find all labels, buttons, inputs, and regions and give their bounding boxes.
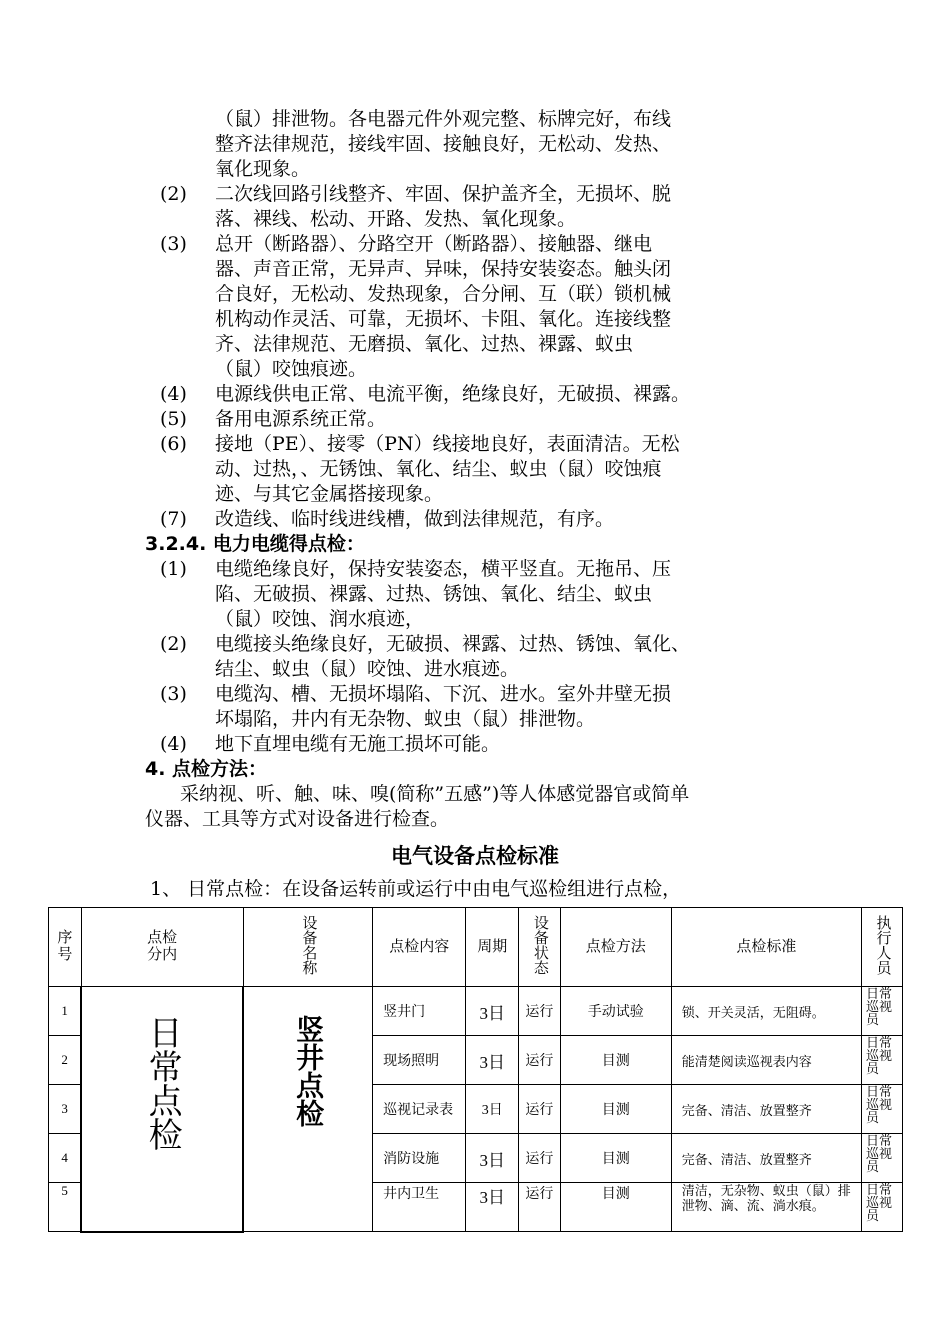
list-item-number: (5) xyxy=(160,408,187,430)
list-item-text: 合良好，无松动、发热现象，合分闸、互（联）锁机械 xyxy=(215,283,672,305)
list-item-text: 改造线、临时线进线槽，做到法律规范，有序。 xyxy=(215,508,615,530)
cell-executor: 日常巡视员 xyxy=(861,987,902,1036)
column-header-label: 序号 xyxy=(57,930,73,963)
table-row xyxy=(49,987,903,1036)
cell-executor: 日常巡视员 xyxy=(861,1134,902,1183)
list-item-number: (6) xyxy=(160,433,187,455)
column-header-label: 执行人员 xyxy=(874,914,891,975)
list-item-text: 电源线供电正常、电流平衡，绝缘良好，无破损、裸露。 xyxy=(215,383,691,405)
column-header-label: 点检内容 xyxy=(389,938,450,955)
column-header-label: 周期 xyxy=(477,938,508,955)
list-item-text: 电缆接头绝缘良好，无破损、裸露、过热、锈蚀、氧化、 xyxy=(215,633,691,655)
list-item-text: 迹、与其它金属搭接现象。 xyxy=(215,483,444,505)
list-item-text: 总开（断路器）、分路空开（断路器）、接触器、继电 xyxy=(215,233,653,255)
device-label: 竖井点检 xyxy=(292,1015,326,1127)
cell-standard: 清洁，无杂物、蚁虫（鼠）排泄物、滴、流、淌水痕。 xyxy=(671,1183,861,1232)
column-header-label: 点检标准 xyxy=(736,938,797,955)
column-header-label: 设备名称 xyxy=(300,914,317,975)
cell-seq: 4 xyxy=(49,1134,82,1183)
cell-state: 运行 xyxy=(518,1036,560,1085)
list-item-number: (7) xyxy=(160,508,187,530)
list-item-text: 电缆沟、槽、无损坏塌陷、下沉、进水。室外井壁无损 xyxy=(215,683,672,705)
cell-content: 巡视记录表 xyxy=(373,1085,466,1134)
cell-method: 目测 xyxy=(560,1085,671,1134)
cell-period: 3日 xyxy=(466,1085,519,1134)
cell-standard: 锁、开关灵活，无阻碍。 xyxy=(671,987,861,1036)
section-heading: 4. 点检方法： xyxy=(145,758,268,780)
cell-method: 目测 xyxy=(560,1036,671,1085)
cell-category xyxy=(81,987,243,1232)
list-item-text: （鼠）排泄物。各电器元件外观完整、标牌完好，布线 xyxy=(215,108,672,130)
column-header-label: 设备状态 xyxy=(531,914,548,975)
cell-content: 现场照明 xyxy=(373,1036,466,1085)
list-item-text: 落、裸线、松动、开路、发热、氧化现象。 xyxy=(215,208,577,230)
cell-content: 井内卫生 xyxy=(373,1183,466,1232)
cell-standard: 能清楚阅读巡视表内容 xyxy=(671,1036,861,1085)
cell-method: 目测 xyxy=(560,1183,671,1232)
list-item-text: 电缆绝缘良好，保持安装姿态，横平竖直。无拖吊、压 xyxy=(215,558,672,580)
cell-executor: 日常巡视员 xyxy=(861,1036,902,1085)
cell-standard: 完备、清洁、放置整齐 xyxy=(671,1134,861,1183)
list-item-text: 整齐法律规范，接线牢固、接触良好，无松动、发热、 xyxy=(215,133,672,155)
cell-period: 3日 xyxy=(466,1183,519,1232)
column-header-executor xyxy=(861,908,902,987)
list-item-text: 坏塌陷，井内有无杂物、蚁虫（鼠）排泄物。 xyxy=(215,708,596,730)
list-item-number: (2) xyxy=(160,633,187,655)
list-item-number: (1) xyxy=(160,558,187,580)
column-header-method xyxy=(560,908,671,987)
list-item-text: 机构动作灵活、可靠，无损坏、卡阻、氧化。连接线整 xyxy=(215,308,672,330)
cell-method: 目测 xyxy=(560,1134,671,1183)
list-item-text: 二次线回路引线整齐、牢固、保护盖齐全，无损坏、脱 xyxy=(215,183,672,205)
method-text: 采纳视、听、触、味、嗅(简称”五感”)等人体感觉器官或简单 xyxy=(180,783,690,805)
list-item-text: （鼠）咬蚀、润水痕迹， xyxy=(215,608,425,630)
list-item-text: （鼠）咬蚀痕迹。 xyxy=(215,358,368,380)
cell-seq: 2 xyxy=(49,1036,82,1085)
column-header-label: 点检方法 xyxy=(585,938,646,955)
column-header-label: 点检分内 xyxy=(147,930,178,963)
cell-period: 3日 xyxy=(466,1036,519,1085)
column-header-period xyxy=(466,908,519,987)
column-header-seq xyxy=(49,908,82,987)
document-title: 电气设备点检标准 xyxy=(391,844,559,868)
daily-intro-text: 1、 日常点检：在设备运转前或运行中由电气巡检组进行点检， xyxy=(150,878,682,900)
list-item-text: 陷、无破损、裸露、过热、锈蚀、氧化、结尘、蚁虫 xyxy=(215,583,653,605)
column-header-standard xyxy=(671,908,861,987)
list-item-number: (3) xyxy=(160,683,187,705)
column-header-category xyxy=(81,908,243,987)
cell-device xyxy=(243,987,373,1232)
cell-standard: 完备、清洁、放置整齐 xyxy=(671,1085,861,1134)
cell-period: 3日 xyxy=(466,1134,519,1183)
list-item-text: 备用电源系统正常。 xyxy=(215,408,387,430)
list-item-number: (2) xyxy=(160,183,187,205)
section-heading: 3.2.4. 电力电缆得点检： xyxy=(145,533,365,555)
list-item-text: 地下直埋电缆有无施工损坏可能。 xyxy=(215,733,501,755)
cell-content: 消防设施 xyxy=(373,1134,466,1183)
cell-executor: 日常巡视员 xyxy=(861,1085,902,1134)
cell-content: 竖井门 xyxy=(373,987,466,1036)
cell-state: 运行 xyxy=(518,987,560,1036)
cell-seq: 5 xyxy=(49,1183,82,1232)
list-item-number: (4) xyxy=(160,383,187,405)
cell-seq: 1 xyxy=(49,987,82,1036)
column-header-content xyxy=(373,908,466,987)
cell-state: 运行 xyxy=(518,1085,560,1134)
cell-executor: 日常巡视员 xyxy=(861,1183,902,1232)
list-item-text: 接地（PE）、接零（PN）线接地良好，表面清洁。无松 xyxy=(215,433,680,455)
cell-state: 运行 xyxy=(518,1134,560,1183)
list-item-text: 氧化现象。 xyxy=(215,158,311,180)
cell-state: 运行 xyxy=(518,1183,560,1232)
column-header-state xyxy=(518,908,560,987)
list-item-text: 结尘、蚁虫（鼠）咬蚀、进水痕迹。 xyxy=(215,658,520,680)
method-text: 仪器、工具等方式对设备进行检查。 xyxy=(145,808,450,830)
cell-seq: 3 xyxy=(49,1085,82,1134)
list-item-text: 齐、法律规范、无磨损、氧化、过热、裸露、蚁虫 xyxy=(215,333,634,355)
table-header-row xyxy=(49,908,903,987)
list-item-text: 动、过热，、无锈蚀、氧化、结尘、蚁虫（鼠）咬蚀痕 xyxy=(215,458,662,480)
category-label: 日常点检 xyxy=(142,1015,183,1151)
inspection-table xyxy=(48,907,903,1233)
cell-period: 3日 xyxy=(466,987,519,1036)
list-item-number: (4) xyxy=(160,733,187,755)
list-item-text: 器、声音正常，无异声、异味，保持安装姿态。触头闭 xyxy=(215,258,672,280)
list-item-number: (3) xyxy=(160,233,187,255)
column-header-device xyxy=(243,908,373,987)
cell-method: 手动试验 xyxy=(560,987,671,1036)
